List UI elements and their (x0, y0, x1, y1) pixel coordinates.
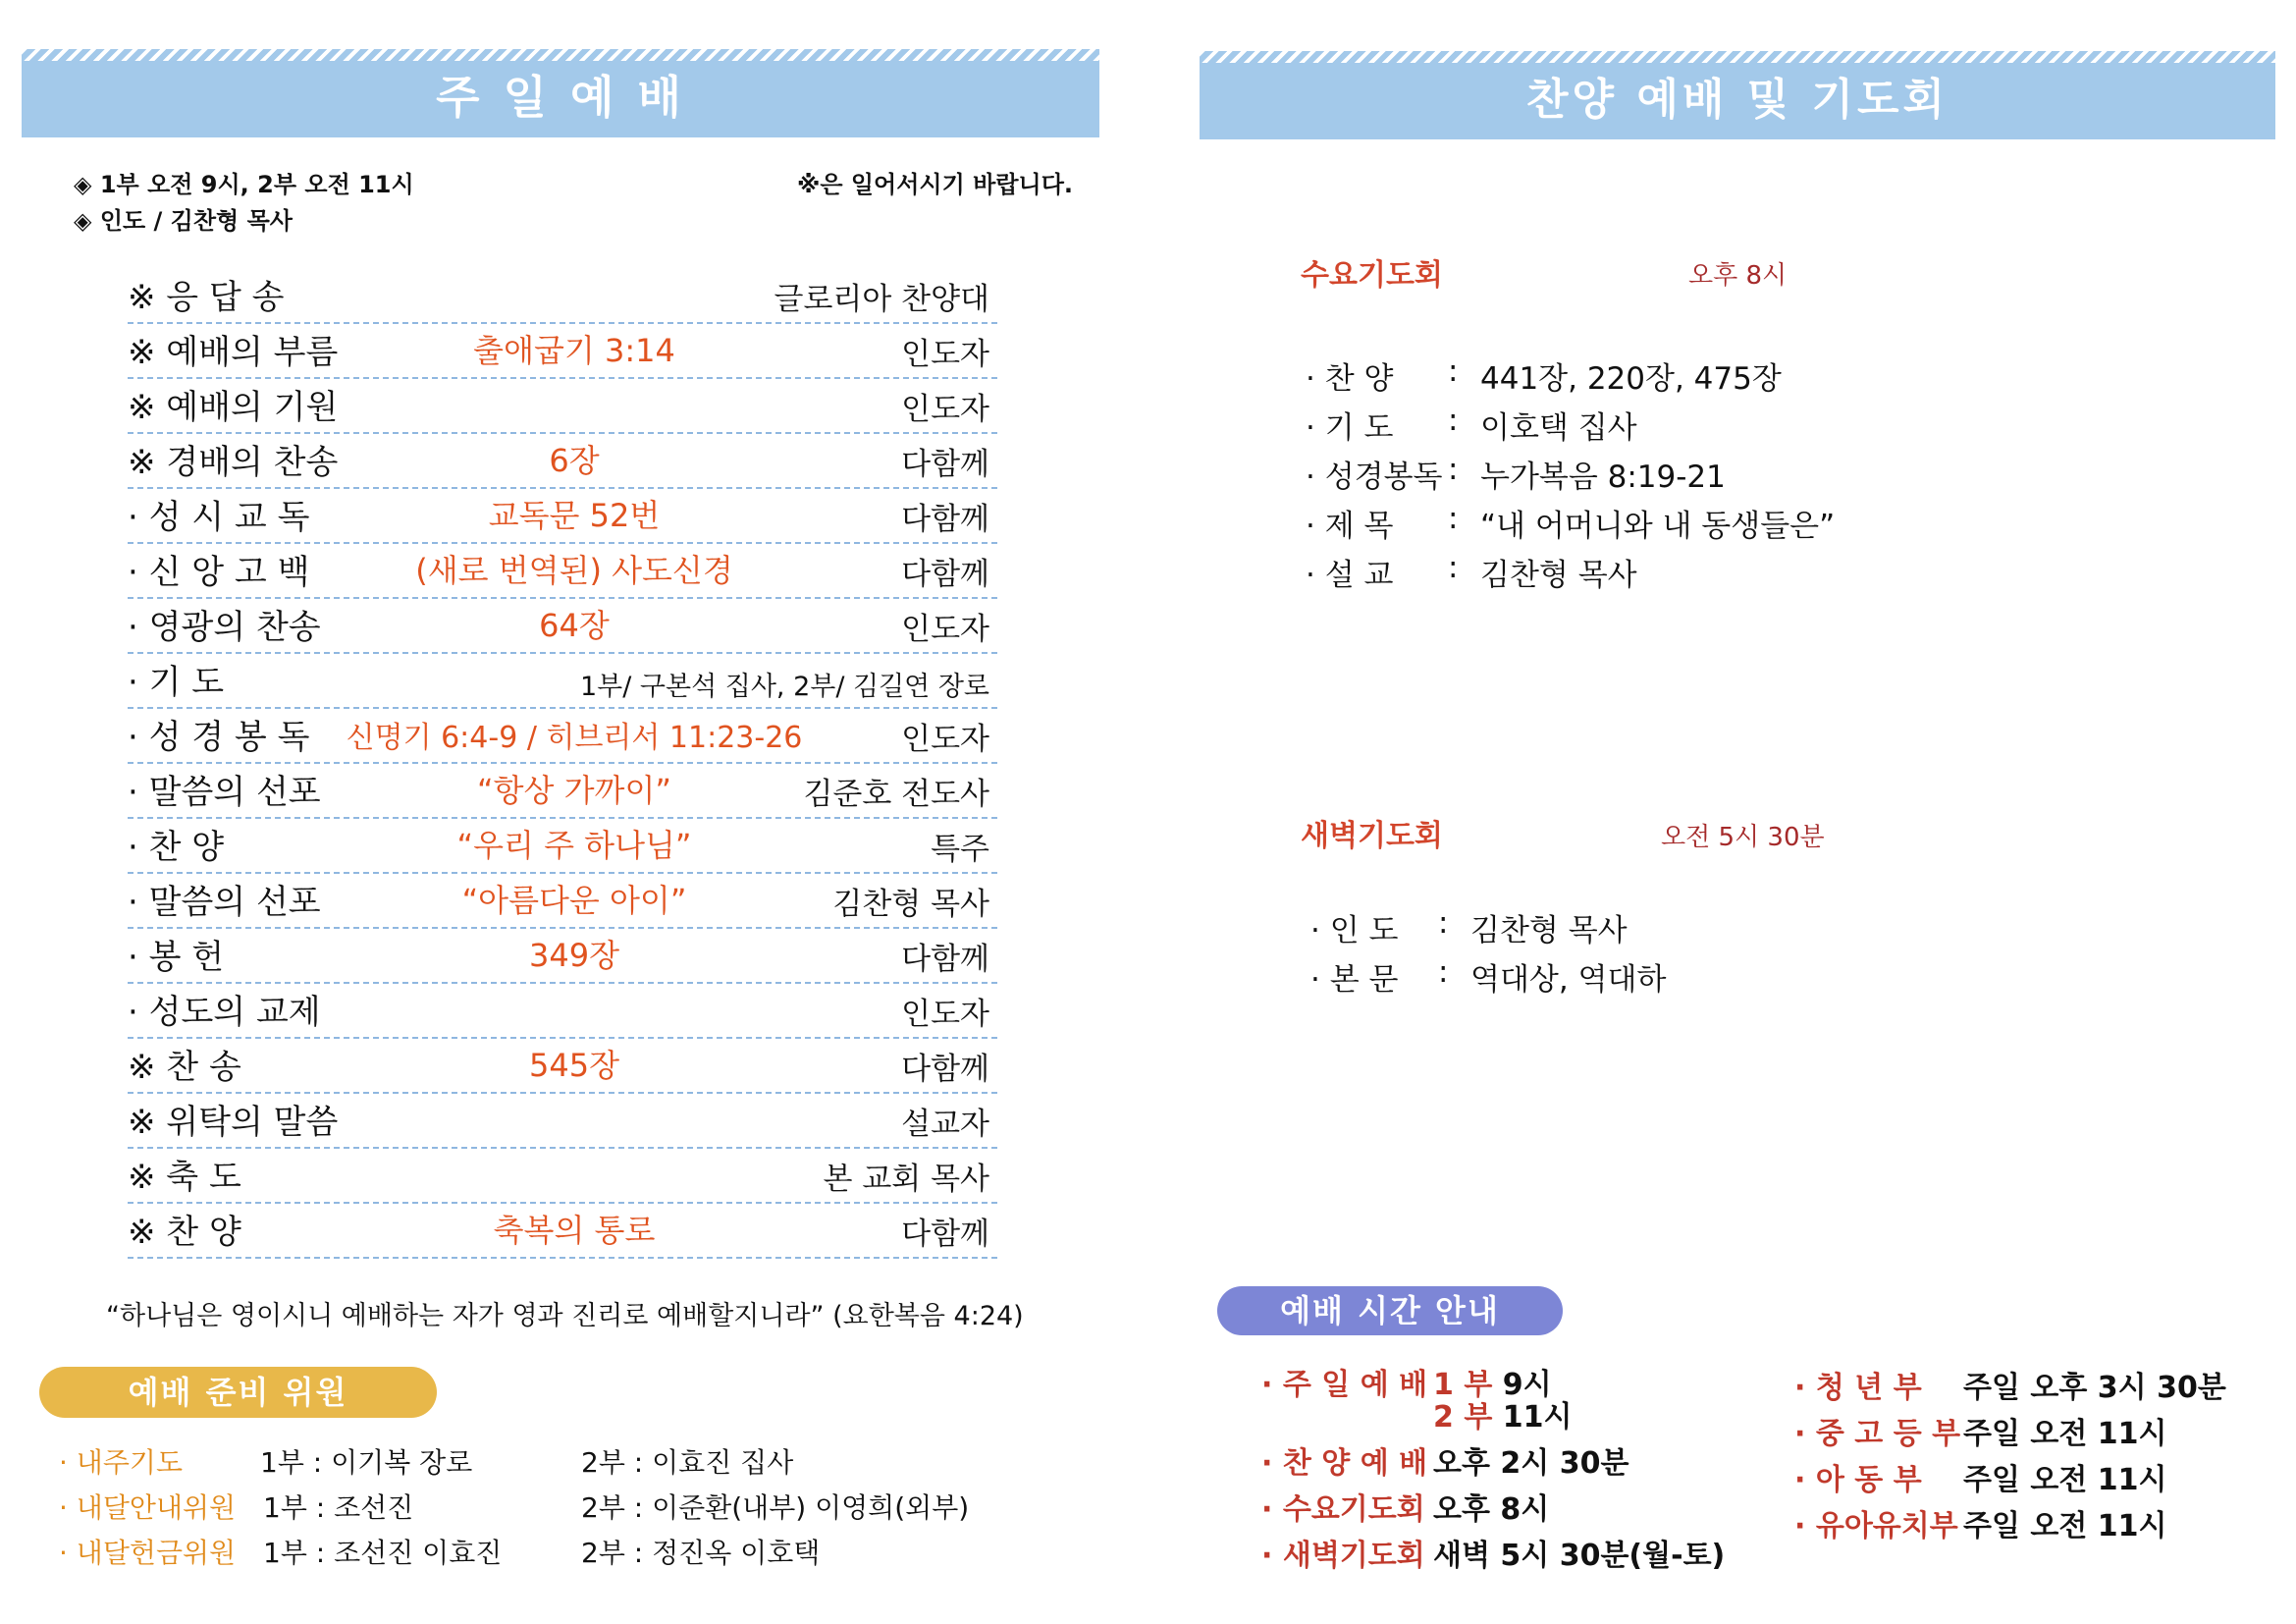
order-detail: 축복의 통로 (493, 1212, 656, 1249)
scripture-verse: “하나님은 영이시니 예배하는 자가 영과 진리로 예배할지니라” (요한복음 4:24) (106, 1301, 1024, 1331)
order-label: ※ 예배의 기원 (128, 388, 339, 427)
schedule-value: 새벽 5시 30분(월-토) (1433, 1539, 1726, 1573)
order-leader: 인도자 (901, 337, 989, 372)
schedule-key: · 중 고 등 부 (1794, 1417, 1961, 1451)
part-label: 2 부 (1433, 1400, 1493, 1435)
wed-item-colon: : (1448, 452, 1459, 487)
schedule-value: 주일 오후 3시 30분 (1963, 1371, 2226, 1405)
order-leader: 김준호 전도사 (803, 777, 989, 812)
order-label: ※ 찬 양 (128, 1213, 241, 1252)
wed-item-colon: : (1448, 501, 1459, 536)
stand-note: ※은 일어서시기 바랍니다. (797, 171, 1073, 198)
schedule-item (1794, 1455, 2256, 1497)
wed-item-colon: : (1448, 550, 1459, 585)
dawn-item-key: · 본 문 (1310, 962, 1399, 998)
order-label: · 성도의 교제 (128, 993, 321, 1032)
prep-group2: 2부 : 정진옥 이호택 (581, 1537, 821, 1569)
schedule-value: 주일 오전 11시 (1963, 1509, 2167, 1543)
order-leader: 인도자 (901, 612, 989, 647)
schedule-pill: 예배 시간 안내 (1217, 1286, 1563, 1335)
dawn-prayer-title: 새벽기도회 (1301, 819, 1443, 853)
prep-row (59, 1441, 1001, 1481)
schedule-item (1261, 1360, 1752, 1435)
order-row (128, 322, 997, 379)
wednesday-prayer-title: 수요기도회 (1301, 258, 1443, 293)
order-leader: 인도자 (901, 392, 989, 427)
order-row (128, 1037, 997, 1094)
schedule-item (1261, 1531, 1752, 1573)
wed-item-value: 누가복음 8:19-21 (1480, 460, 1726, 495)
order-leader: 설교자 (901, 1107, 989, 1142)
order-leader: 다함께 (901, 447, 989, 482)
prep-row (59, 1532, 1001, 1571)
order-row (128, 1092, 997, 1149)
schedule-item (1794, 1501, 2256, 1541)
wed-item-key: · 설 교 (1306, 558, 1394, 593)
schedule-part2 (1433, 1392, 1573, 1435)
schedule-item (1261, 1438, 1752, 1481)
banner-stripe (1200, 51, 2275, 63)
order-leader: 특주 (931, 832, 989, 867)
wed-item-key: · 찬 양 (1306, 361, 1394, 397)
schedule-key: · 주 일 예 배 (1261, 1368, 1428, 1402)
praise-prayer-title: 찬양 예배 및 기도회 (1526, 75, 1949, 125)
part-label: 1 부 (1433, 1368, 1493, 1402)
order-detail: 출애굽기 3:14 (473, 332, 675, 369)
order-detail: “항상 가까이” (477, 772, 671, 809)
service-leader-text: 인도 / 김찬형 목사 (99, 207, 293, 235)
order-row (128, 487, 997, 544)
dawn-item-colon: : (1438, 954, 1449, 990)
order-leader: 다함께 (901, 502, 989, 537)
schedule-value: 주일 오전 11시 (1963, 1417, 2167, 1451)
wed-item-colon: : (1448, 353, 1459, 389)
dawn-item-value: 역대상, 역대하 (1470, 962, 1667, 998)
diamond-icon: ◈ (74, 207, 92, 235)
wed-item-value: 441장, 220장, 475장 (1480, 361, 1782, 397)
order-detail: 64장 (539, 607, 610, 644)
order-detail: 545장 (529, 1047, 619, 1084)
order-label: · 성 시 교 독 (128, 498, 310, 537)
order-row (128, 597, 997, 654)
order-detail: “아름다운 아이” (461, 882, 687, 919)
order-row (128, 1202, 997, 1259)
schedule-key: · 새벽기도회 (1261, 1539, 1425, 1573)
order-label: · 말씀의 선포 (128, 773, 321, 812)
order-detail: 349장 (529, 937, 619, 974)
wed-item-value: 이호택 집사 (1480, 410, 1637, 446)
order-row (128, 762, 997, 819)
dawn-item-key: · 인 도 (1310, 913, 1399, 948)
order-row (128, 707, 997, 764)
order-leader: 다함께 (901, 1052, 989, 1087)
order-label: · 기 도 (128, 663, 225, 702)
order-row (128, 432, 997, 489)
dawn-item-value: 김찬형 목사 (1470, 913, 1628, 948)
order-detail: 6장 (549, 442, 600, 479)
order-row (128, 817, 997, 874)
order-row (128, 927, 997, 984)
order-row (128, 377, 997, 434)
order-label: ※ 경배의 찬송 (128, 443, 339, 482)
order-row (128, 542, 997, 599)
schedule-key: · 청 년 부 (1794, 1371, 1922, 1405)
order-label: · 찬 양 (128, 828, 225, 867)
order-leader: 본 교회 목사 (823, 1162, 989, 1197)
schedule-value: 오후 8시 (1433, 1492, 1550, 1527)
prep-role: · 내주기도 (59, 1446, 183, 1479)
schedule-value: 주일 오전 11시 (1963, 1463, 2167, 1497)
wed-item-value: “내 어머니와 내 동생들은” (1480, 509, 1836, 544)
order-label: ※ 응 답 송 (128, 278, 285, 317)
prep-role: · 내달헌금위원 (59, 1537, 237, 1569)
schedule-item (1261, 1485, 1752, 1527)
prep-group2: 2부 : 이준환(내부) 이영희(외부) (581, 1491, 970, 1524)
order-label: · 말씀의 선포 (128, 883, 321, 922)
schedule-item (1794, 1409, 2256, 1451)
wed-item-key: · 기 도 (1306, 410, 1394, 446)
wed-item-key: · 제 목 (1306, 509, 1394, 544)
order-leader: 인도자 (901, 997, 989, 1032)
wednesday-prayer-time: 오후 8시 (1688, 261, 1788, 291)
service-times-text: 1부 오전 9시, 2부 오전 11시 (99, 171, 414, 198)
part-time: 9시 (1502, 1368, 1552, 1402)
order-label: · 성 경 봉 독 (128, 718, 310, 757)
order-leader: 김찬형 목사 (832, 887, 989, 922)
service-leader (74, 201, 293, 236)
order-row (128, 267, 997, 324)
order-label: ※ 예배의 부름 (128, 333, 339, 372)
schedule-key: · 찬 양 예 배 (1261, 1446, 1428, 1481)
dawn-item-colon: : (1438, 905, 1449, 941)
prep-group1: 1부 : 조선진 이효진 (263, 1537, 503, 1569)
order-row (128, 1147, 997, 1204)
diamond-icon: ◈ (74, 171, 92, 198)
prep-group1: 1부 : 이기복 장로 (260, 1446, 473, 1479)
order-leader: 글로리아 찬양대 (774, 282, 989, 317)
banner-stripe (22, 49, 1099, 61)
sunday-worship-title: 주 일 예 배 (436, 71, 685, 124)
order-leader: 다함께 (901, 942, 989, 977)
wed-item-colon: : (1448, 403, 1459, 438)
schedule-key: · 유아유치부 (1794, 1509, 1958, 1543)
wed-item-key: · 성경봉독 (1306, 460, 1443, 495)
schedule-key: · 수요기도회 (1261, 1492, 1425, 1527)
order-label: · 신 앙 고 백 (128, 553, 310, 592)
order-label: · 봉 헌 (128, 938, 225, 977)
order-label: ※ 찬 송 (128, 1048, 241, 1087)
order-leader: 인도자 (901, 722, 989, 757)
order-leader: 1부/ 구본석 집사, 2부/ 김길연 장로 (579, 672, 989, 702)
service-times (74, 165, 414, 199)
part-time: 11시 (1502, 1400, 1573, 1435)
schedule-value: 오후 2시 30분 (1433, 1446, 1629, 1481)
sunday-worship-banner (22, 49, 1099, 137)
schedule-key: · 아 동 부 (1794, 1463, 1922, 1497)
order-detail: “우리 주 하나님” (456, 827, 692, 864)
dawn-prayer-time: 오전 5시 30분 (1661, 823, 1825, 852)
order-row (128, 872, 997, 929)
order-row (128, 652, 997, 709)
prep-committee-pill: 예배 준비 위원 (39, 1367, 437, 1418)
order-row (128, 982, 997, 1039)
order-detail: 신명기 6:4-9 / 히브리서 11:23-26 (346, 721, 803, 755)
prep-role: · 내달안내위원 (59, 1491, 237, 1524)
order-label: ※ 위탁의 말씀 (128, 1103, 339, 1142)
order-detail: 교독문 52번 (488, 497, 661, 534)
praise-prayer-banner (1200, 51, 2275, 139)
prep-group2: 2부 : 이효진 집사 (581, 1446, 794, 1479)
schedule-item (1794, 1363, 2256, 1405)
order-label: · 영광의 찬송 (128, 608, 321, 647)
order-detail: (새로 번역된) 사도신경 (415, 552, 733, 589)
order-leader: 다함께 (901, 557, 989, 592)
wed-item-value: 김찬형 목사 (1480, 558, 1637, 593)
prep-group1: 1부 : 조선진 (263, 1491, 414, 1524)
order-leader: 다함께 (901, 1217, 989, 1252)
order-label: ※ 축 도 (128, 1158, 241, 1197)
prep-row (59, 1487, 1001, 1526)
